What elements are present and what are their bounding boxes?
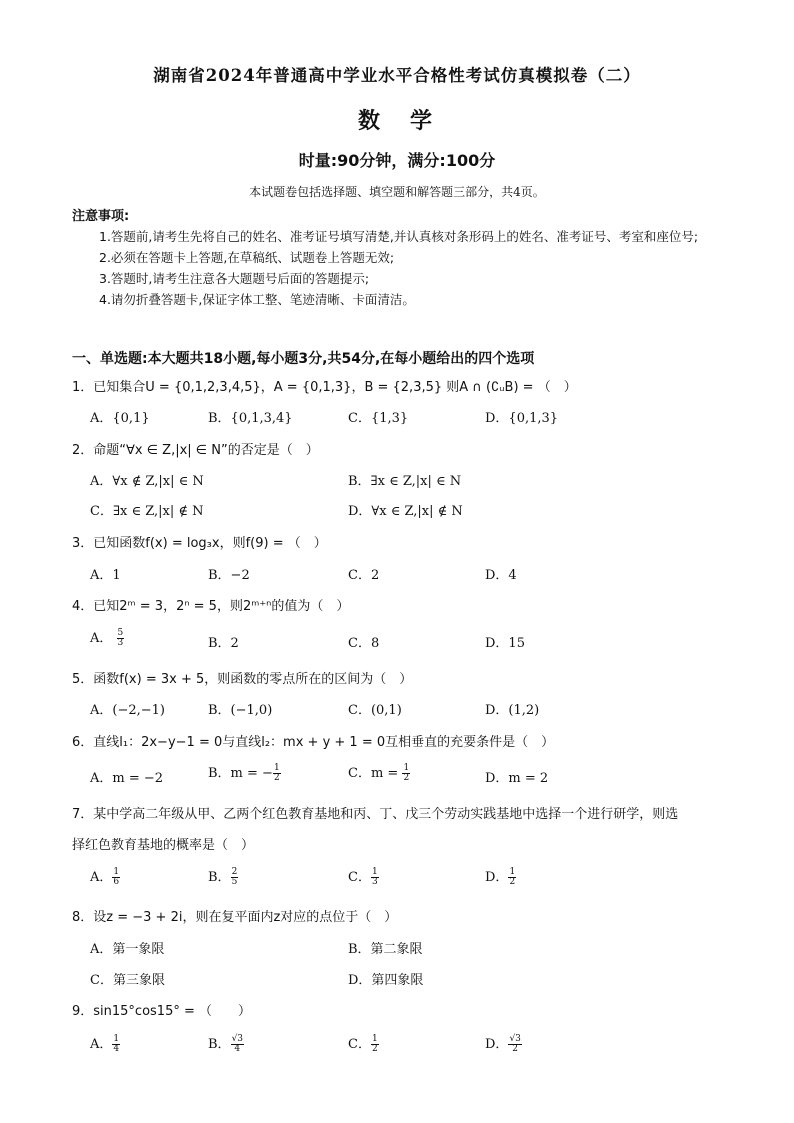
- q4-option-d: D．15: [485, 636, 525, 651]
- question-7-stem-line1: 7．某中学高二年级从甲、乙两个红色教育基地和丙、丁、戊三个劳动实践基地中选择一个进行研学，则选: [72, 807, 679, 822]
- q2-option-b: B．∃x ∈ Z,|x| ∈ N: [348, 474, 462, 489]
- q2-option-c: C．∃x ∈ Z,|x| ∉ N: [90, 504, 204, 519]
- q9-option-b: B． $\frac{√3}{4}$: [208, 1034, 244, 1054]
- fraction: $\frac{1}{2}$: [273, 763, 280, 783]
- question-7-stem-line2: 择红色教育基地的概率是（ ）: [72, 838, 255, 853]
- exam-title: 湖南省2024年普通高中学业水平合格性考试仿真模拟卷（二）: [153, 66, 641, 85]
- question-3-stem: 3．已知函数f(x) = log₃x，则f(9) = （ ）: [72, 536, 327, 551]
- q6-option-a: A．m = −2: [90, 771, 164, 786]
- q1-option-c: C．{1,3}: [348, 411, 409, 426]
- question-4-stem: 4．已知2ᵐ = 3，2ⁿ = 5，则2ᵐ⁺ⁿ的值为（ ）: [72, 599, 350, 614]
- q1-option-b: B．{0,1,3,4}: [208, 411, 293, 426]
- q7-option-a: A． $\frac{1}{6}$: [90, 867, 120, 887]
- subject-heading: 数 学: [357, 108, 436, 134]
- q6-option-d: D．m = 2: [485, 771, 549, 786]
- notice-item: 4.请勿折叠答题卡,保证字体工整、笔迹清晰、卡面清洁。: [99, 292, 415, 307]
- q8-option-c: C．第三象限: [90, 973, 165, 988]
- question-9-stem: 9．sin15°cos15° = （ ）: [72, 1004, 252, 1019]
- notice-item: 3.答题时,请考生注意各大题题号后面的答题提示;: [99, 271, 370, 286]
- fraction: $\frac{1}{2}$: [403, 763, 410, 783]
- q3-option-d: D．4: [485, 568, 517, 583]
- q3-option-a: A．1: [90, 568, 121, 583]
- section-heading: 一、单选题:本大题共18小题,每小题3分,共54分,在每小题给出的四个选项: [72, 351, 535, 367]
- q6-option-b: B．m = − $\frac{1}{2}$: [208, 763, 280, 783]
- notice-heading: 注意事项:: [72, 209, 130, 224]
- q6-option-c: C．m = $\frac{1}{2}$: [348, 763, 410, 783]
- question-5-stem: 5．函数f(x) = 3x + 5，则函数的零点所在的区间为（ ）: [72, 672, 413, 687]
- q4-option-a-label: A．: [90, 631, 113, 646]
- q8-option-a: A．第一象限: [90, 942, 165, 957]
- q1-option-a: A．{0,1}: [90, 411, 150, 426]
- q4-option-b: B．2: [208, 636, 239, 651]
- fraction: $\frac{1}{2}$: [509, 867, 516, 887]
- q4-option-a: [90, 627, 124, 648]
- question-2-stem: 2．命题“∀x ∈ Z,|x| ∈ N”的否定是（ ）: [72, 443, 319, 458]
- notice-item: 2.必须在答题卡上答题,在草稿纸、试题卷上答题无效;: [99, 250, 395, 265]
- notice-item: 1.答题前,请考生先将自己的姓名、准考证号填写清楚,并认真核对条形码上的姓名、准考证号、考室和座位号;: [99, 229, 699, 244]
- q5-option-c: C．(0,1): [348, 703, 402, 718]
- fraction: $\frac{2}{5}$: [231, 867, 238, 887]
- question-6-stem: 6．直线l₁：2x−y−1 = 0与直线l₂：mx + y + 1 = 0互相垂直的充要条件是（ ）: [72, 735, 555, 750]
- q5-option-a: A．(−2,−1): [90, 703, 165, 718]
- fraction: $\frac{√3}{4}$: [231, 1034, 244, 1054]
- time-score-info: 时量:90分钟，满分:100分: [298, 151, 496, 170]
- fraction: $\frac{1}{6}$: [113, 867, 120, 887]
- q3-option-c: C．2: [348, 568, 380, 583]
- q2-option-a: A．∀x ∉ Z,|x| ∈ N: [90, 474, 204, 489]
- q9-option-a: A． $\frac{1}{4}$: [90, 1034, 120, 1054]
- q7-option-b: B． $\frac{2}{5}$: [208, 867, 238, 887]
- q3-option-b: B．−2: [208, 568, 250, 583]
- question-1-stem: 1．已知集合U = {0,1,2,3,4,5}，A = {0,1,3}，B = {2,3,5} 则A ∩ (∁ᵤB) = （ ）: [72, 380, 577, 395]
- notice-list: [99, 226, 724, 310]
- q1-option-d: D．{0,1,3}: [485, 411, 559, 426]
- fraction: $\frac{1}{3}$: [371, 867, 378, 887]
- question-8-stem: 8．设z = −3 + 2i，则在复平面内z对应的点位于（ ）: [72, 910, 398, 925]
- fraction: $\frac{5}{3}$: [117, 628, 124, 648]
- q5-option-d: D．(1,2): [485, 703, 540, 718]
- q8-option-b: B．第二象限: [348, 942, 423, 957]
- q8-option-d: D．第四象限: [348, 973, 424, 988]
- q7-option-c: C． $\frac{1}{3}$: [348, 867, 378, 887]
- paper-scope-note: 本试题卷包括选择题、填空题和解答题三部分，共4页。: [249, 185, 545, 199]
- q5-option-b: B．(−1,0): [208, 703, 273, 718]
- fraction: $\frac{1}{4}$: [113, 1034, 120, 1054]
- fraction: $\frac{1}{2}$: [371, 1034, 378, 1054]
- fraction: $\frac{√3}{2}$: [509, 1034, 521, 1054]
- q2-option-d: D．∀x ∈ Z,|x| ∉ N: [348, 504, 463, 519]
- q9-option-d: D． $\frac{√3}{2}$: [485, 1034, 521, 1054]
- q9-option-c: C． $\frac{1}{2}$: [348, 1034, 378, 1054]
- q7-option-d: D． $\frac{1}{2}$: [485, 867, 516, 887]
- q4-option-c: C．8: [348, 636, 380, 651]
